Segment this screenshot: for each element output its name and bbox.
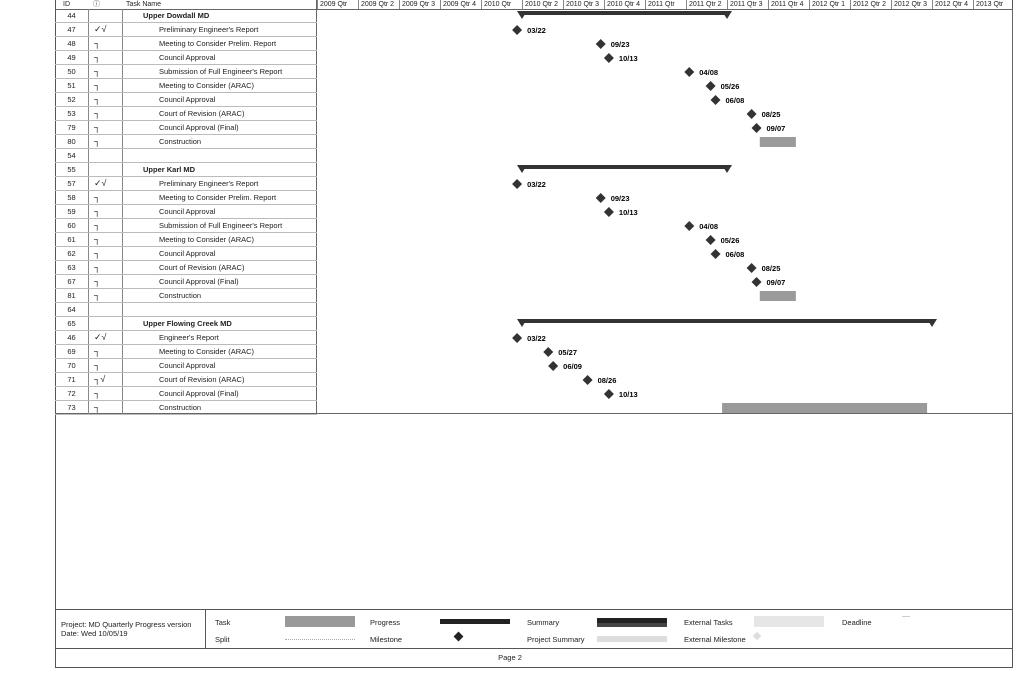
quarter-header: 2012 Qtr 4 xyxy=(932,0,973,9)
task-id: 71 xyxy=(55,373,89,386)
task-name: Construction xyxy=(159,137,202,146)
quarter-header: 2009 Qtr xyxy=(317,0,358,9)
indicator-cell xyxy=(88,93,123,106)
task-id: 52 xyxy=(55,93,89,106)
milestone-marker xyxy=(512,25,522,35)
summary-bar xyxy=(517,165,732,173)
checkmark-icon: ✓√ xyxy=(94,24,107,34)
indicator-cell xyxy=(88,247,123,260)
milestone-date-label: 08/26 xyxy=(597,376,617,385)
checkmark-icon: ✓√ xyxy=(94,178,107,188)
task-bar xyxy=(760,137,796,147)
legend-label-split: Split xyxy=(215,635,230,644)
task-name: Council Approval xyxy=(159,53,216,62)
note-icon: ┐ xyxy=(94,80,101,90)
task-row[interactable] xyxy=(55,205,317,219)
milestone-marker xyxy=(706,81,716,91)
task-name: Upper Flowing Creek MD xyxy=(143,319,232,328)
task-row[interactable] xyxy=(55,247,317,261)
note-icon: ┐ xyxy=(94,122,101,132)
milestone-date-label: 06/09 xyxy=(563,362,582,371)
milestone-date-label: 08/25 xyxy=(761,110,781,119)
note-icon: ┐ xyxy=(94,38,101,48)
milestone-marker xyxy=(548,361,558,371)
milestone-date-label: 06/08 xyxy=(725,250,745,259)
milestone-marker xyxy=(752,123,762,133)
indicator-cell xyxy=(88,345,123,358)
quarter-header: 2009 Qtr 2 xyxy=(358,0,399,9)
task-name: Engineer's Report xyxy=(159,333,219,342)
task-row[interactable] xyxy=(55,177,317,191)
note-icon: ┐ xyxy=(94,262,101,272)
milestone-marker xyxy=(752,277,762,287)
milestone-marker xyxy=(604,389,614,399)
note-icon: ┐ xyxy=(94,52,101,62)
note-icon: ┐ xyxy=(94,206,101,216)
quarter-header: 2010 Qtr 2 xyxy=(522,0,563,9)
milestone-date-label: 05/27 xyxy=(558,348,578,357)
milestone-date-label: 05/26 xyxy=(720,82,740,91)
legend-swatch-deadline xyxy=(902,616,910,625)
task-row[interactable] xyxy=(55,331,317,345)
task-table xyxy=(55,0,317,414)
task-row[interactable] xyxy=(55,261,317,275)
legend-swatch-summary xyxy=(597,618,667,627)
checkmark-icon: ✓√ xyxy=(94,332,107,342)
summary-bar xyxy=(517,11,732,19)
indicator-cell xyxy=(88,23,123,36)
task-name: Preliminary Engineer's Report xyxy=(159,25,259,34)
indicator-cell xyxy=(88,261,123,274)
task-name: Council Approval xyxy=(159,249,216,258)
task-id: 80 xyxy=(55,135,89,148)
indicator-cell xyxy=(88,331,123,344)
quarter-header: 2012 Qtr 3 xyxy=(891,0,932,9)
task-id: 57 xyxy=(55,177,89,190)
task-row[interactable] xyxy=(55,135,317,149)
task-id: 79 xyxy=(55,121,89,134)
task-row[interactable] xyxy=(55,387,317,401)
task-id: 47 xyxy=(55,23,89,36)
legend-swatch-project-summary xyxy=(597,636,667,642)
task-row[interactable] xyxy=(55,191,317,205)
indicator-cell xyxy=(88,205,123,218)
legend-swatch-external-milestone xyxy=(753,632,761,640)
task-id: 51 xyxy=(55,79,89,92)
task-id: 61 xyxy=(55,233,89,246)
task-row[interactable] xyxy=(55,121,317,135)
project-name: Project: MD Quarterly Progress version xyxy=(61,620,192,629)
milestone-marker xyxy=(543,347,553,357)
milestone-date-label: 09/23 xyxy=(610,194,630,203)
indicator-cell xyxy=(88,9,123,22)
task-id: 73 xyxy=(55,401,89,414)
indicator-cell xyxy=(88,359,123,372)
task-name: Court of Revision (ARAC) xyxy=(159,109,245,118)
milestone-marker xyxy=(747,263,757,273)
quarter-header: 2012 Qtr 2 xyxy=(850,0,891,9)
quarter-header: 2009 Qtr 3 xyxy=(399,0,440,9)
note-icon: ┐ xyxy=(94,248,101,258)
note-icon: ┐ xyxy=(94,276,101,286)
summary-row[interactable] xyxy=(55,163,317,177)
task-row[interactable] xyxy=(55,93,317,107)
legend-label-progress: Progress xyxy=(370,618,401,627)
task-name: Council Approval xyxy=(159,95,216,104)
milestone-marker xyxy=(512,333,522,343)
note-icon: ┐ xyxy=(94,220,101,230)
indicator-cell xyxy=(88,121,123,134)
page-number: Page 2 xyxy=(498,653,522,662)
gantt-grid xyxy=(55,0,1013,414)
task-row[interactable] xyxy=(55,373,317,387)
legend-label-project-summary: Project Summary xyxy=(527,635,585,644)
milestone-date-label: 10/13 xyxy=(618,390,638,399)
task-id: 58 xyxy=(55,191,89,204)
indicator-cell xyxy=(88,317,123,330)
quarter-header: 2011 Qtr xyxy=(645,0,686,9)
indicator-cell xyxy=(88,303,123,316)
task-bar xyxy=(722,403,927,413)
milestone-date-label: 09/07 xyxy=(766,278,786,287)
task-row[interactable] xyxy=(55,149,317,163)
task-id: 60 xyxy=(55,219,89,232)
milestone-date-label: 08/25 xyxy=(761,264,781,273)
note-icon: ┐ xyxy=(94,360,101,370)
milestone-date-label: 03/22 xyxy=(527,334,546,343)
quarter-header: 2010 Qtr xyxy=(481,0,522,9)
task-id: 72 xyxy=(55,387,89,400)
task-id: 65 xyxy=(55,317,89,330)
quarter-header: 2012 Qtr 1 xyxy=(809,0,850,9)
task-id: 64 xyxy=(55,303,89,316)
task-row[interactable] xyxy=(55,65,317,79)
legend-divider xyxy=(205,610,206,649)
note-icon: ┐ xyxy=(94,402,101,412)
milestone-marker xyxy=(711,95,721,105)
task-name: Upper Dowdall MD xyxy=(143,11,210,20)
indicator-cell xyxy=(88,135,123,148)
indicator-cell xyxy=(88,401,123,414)
note-check-icon: ┐√ xyxy=(94,374,106,384)
milestone-date-label: 09/07 xyxy=(766,124,786,133)
milestone-marker xyxy=(583,375,593,385)
task-row[interactable] xyxy=(55,289,317,303)
task-row[interactable] xyxy=(55,401,317,415)
quarter-header: 2011 Qtr 2 xyxy=(686,0,727,9)
indicator-cell xyxy=(88,37,123,50)
legend-label-milestone: Milestone xyxy=(370,635,403,644)
milestone-marker xyxy=(684,221,694,231)
milestone-date-label: 03/22 xyxy=(527,180,546,189)
task-id: 54 xyxy=(55,149,89,162)
task-name: Council Approval xyxy=(159,361,216,370)
milestone-marker xyxy=(706,235,716,245)
task-name: Meeting to Consider Prelim. Report xyxy=(159,193,277,202)
task-name: Council Approval (Final) xyxy=(159,277,239,286)
note-icon: ┐ xyxy=(94,346,101,356)
task-name: Preliminary Engineer's Report xyxy=(159,179,259,188)
milestone-date-label: 09/23 xyxy=(610,40,630,49)
indicator-cell xyxy=(88,79,123,92)
indicator-cell xyxy=(88,233,123,246)
legend-label-task: Task xyxy=(215,618,231,627)
milestone-marker xyxy=(512,179,522,189)
legend xyxy=(55,609,1013,649)
milestone-marker xyxy=(747,109,757,119)
indicator-cell xyxy=(88,219,123,232)
quarter-header: 2011 Qtr 3 xyxy=(727,0,768,9)
milestone-marker xyxy=(604,53,614,63)
task-id: 63 xyxy=(55,261,89,274)
milestone-date-label: 03/22 xyxy=(527,26,546,35)
task-row[interactable] xyxy=(55,219,317,233)
indicator-cell xyxy=(88,191,123,204)
task-bar xyxy=(760,291,796,301)
milestone-marker xyxy=(711,249,721,259)
milestone-date-label: 10/13 xyxy=(618,208,638,217)
indicator-cell xyxy=(88,149,123,162)
task-id: 62 xyxy=(55,247,89,260)
task-id: 46 xyxy=(55,331,89,344)
task-name: Construction xyxy=(159,291,202,300)
task-id: 70 xyxy=(55,359,89,372)
indicator-cell xyxy=(88,51,123,64)
task-name: Council Approval xyxy=(159,207,216,216)
note-icon: ┐ xyxy=(94,388,101,398)
indicator-cell xyxy=(88,275,123,288)
task-row[interactable] xyxy=(55,51,317,65)
indicator-header: ⓘ xyxy=(93,1,100,8)
task-name: Meeting to Consider (ARAC) xyxy=(159,347,255,356)
task-name: Upper Karl MD xyxy=(143,165,196,174)
note-icon: ┐ xyxy=(94,136,101,146)
task-id: 53 xyxy=(55,107,89,120)
task-row[interactable] xyxy=(55,37,317,51)
note-icon: ┐ xyxy=(94,66,101,76)
legend-swatch-external-tasks xyxy=(754,616,824,627)
task-id: 81 xyxy=(55,289,89,302)
note-icon: ┐ xyxy=(94,234,101,244)
task-row[interactable] xyxy=(55,275,317,289)
legend-swatch-progress xyxy=(440,619,510,624)
task-name: Council Approval (Final) xyxy=(159,123,239,132)
quarter-header: 2010 Qtr 4 xyxy=(604,0,645,9)
task-id: 59 xyxy=(55,205,89,218)
quarter-header: 2011 Qtr 4 xyxy=(768,0,809,9)
task-name-header: Task Name xyxy=(126,1,162,8)
project-date: Date: Wed 10/05/19 xyxy=(61,629,128,638)
indicator-cell xyxy=(88,65,123,78)
milestone-date-label: 06/08 xyxy=(725,96,745,105)
legend-label-external-milestone: External Milestone xyxy=(684,635,746,644)
task-row[interactable] xyxy=(55,23,317,37)
task-row[interactable] xyxy=(55,345,317,359)
task-id: 50 xyxy=(55,65,89,78)
task-row[interactable] xyxy=(55,79,317,93)
task-id: 55 xyxy=(55,163,89,176)
note-icon: ┐ xyxy=(94,290,101,300)
milestone-date-label: 10/13 xyxy=(618,54,638,63)
task-name: Construction xyxy=(159,403,202,412)
indicator-cell xyxy=(88,373,123,386)
project-info xyxy=(61,620,206,638)
milestone-marker xyxy=(596,39,606,49)
task-name: Submission of Full Engineer's Report xyxy=(159,221,283,230)
summary-row[interactable] xyxy=(55,317,317,331)
legend-label-deadline: Deadline xyxy=(842,618,872,627)
summary-row[interactable] xyxy=(55,9,317,23)
indicator-cell xyxy=(88,177,123,190)
task-id: 44 xyxy=(55,9,89,22)
task-name: Council Approval (Final) xyxy=(159,389,239,398)
indicator-cell xyxy=(88,163,123,176)
milestone-marker xyxy=(684,67,694,77)
legend-swatch-task xyxy=(285,616,355,627)
id-header: ID xyxy=(63,1,70,8)
note-icon: ┐ xyxy=(94,94,101,104)
legend-label-summary: Summary xyxy=(527,618,560,627)
task-id: 69 xyxy=(55,345,89,358)
milestone-date-label: 04/08 xyxy=(699,68,719,77)
task-name: Court of Revision (ARAC) xyxy=(159,375,245,384)
quarter-header: 2013 Qtr xyxy=(973,0,1014,9)
legend-swatch-split xyxy=(285,639,355,641)
task-name: Meeting to Consider (ARAC) xyxy=(159,235,255,244)
indicator-cell xyxy=(88,107,123,120)
summary-bar xyxy=(517,319,937,327)
task-id: 48 xyxy=(55,37,89,50)
indicator-cell xyxy=(88,387,123,400)
task-row[interactable] xyxy=(55,107,317,121)
quarter-header: 2010 Qtr 3 xyxy=(563,0,604,9)
milestone-marker xyxy=(604,207,614,217)
quarter-header: 2009 Qtr 4 xyxy=(440,0,481,9)
task-row[interactable] xyxy=(55,359,317,373)
task-row[interactable] xyxy=(55,233,317,247)
gantt-chart-svg xyxy=(317,9,1013,414)
milestone-date-label: 05/26 xyxy=(720,236,740,245)
note-icon: ┐ xyxy=(94,192,101,202)
milestone-marker xyxy=(596,193,606,203)
task-id: 49 xyxy=(55,51,89,64)
gantt-chart xyxy=(317,9,1013,414)
milestone-date-label: 04/08 xyxy=(699,222,719,231)
task-name: Meeting to Consider (ARAC) xyxy=(159,81,255,90)
note-icon: ┐ xyxy=(94,108,101,118)
task-id: 67 xyxy=(55,275,89,288)
task-row[interactable] xyxy=(55,303,317,317)
task-name: Court of Revision (ARAC) xyxy=(159,263,245,272)
indicator-cell xyxy=(88,289,123,302)
legend-label-external-tasks: External Tasks xyxy=(684,618,733,627)
task-name: Submission of Full Engineer's Report xyxy=(159,67,283,76)
task-name: Meeting to Consider Prelim. Report xyxy=(159,39,277,48)
legend-swatch-milestone xyxy=(454,632,464,642)
